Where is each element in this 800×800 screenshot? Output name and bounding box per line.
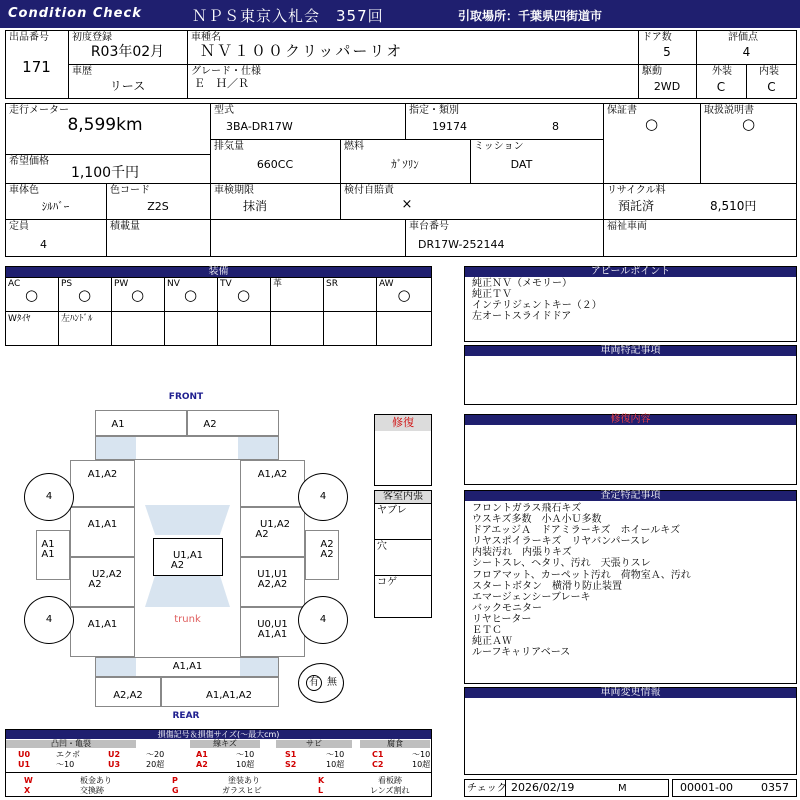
- legend-title: 損傷記号＆損傷サイズ(～最大cm): [6, 730, 431, 739]
- legend-l-desc: レンズ割れ: [370, 786, 410, 795]
- cert-value-2: 8: [552, 120, 559, 133]
- front-left-door: [70, 507, 135, 557]
- lot-number: 171: [22, 58, 51, 76]
- rl-door-damage-1: U2,A2: [91, 569, 123, 580]
- chassis-value: DR17W-252144: [418, 238, 505, 251]
- special-notes-title: 車両特記事項: [465, 346, 796, 356]
- grade-value: 4: [742, 45, 751, 59]
- legend-a1-code: A1: [196, 750, 208, 759]
- seats-value: 4: [40, 238, 47, 251]
- disp-value: 660CC: [256, 158, 294, 171]
- cabin-title: 客室内張: [375, 491, 431, 503]
- legend-w-desc: 板金あり: [80, 776, 112, 785]
- spare-yes-mark: 有: [306, 675, 322, 691]
- change-info-title: 車両変更情報: [465, 688, 796, 698]
- fuel-value: ｶﾞｿﾘﾝ: [391, 158, 419, 171]
- rear-right-damage: A1,A1,A2: [206, 690, 252, 701]
- legend-a2-code: A2: [196, 760, 208, 769]
- warranty-label: 保証書: [607, 105, 637, 116]
- repair-title: 修復: [375, 415, 431, 431]
- grade-label: 評価点: [728, 32, 758, 43]
- eq-sr-label: SR: [326, 279, 338, 289]
- check-label: チェック: [467, 783, 507, 794]
- eq-nv-label: NV: [167, 279, 180, 289]
- legend-c1-code: C1: [372, 750, 384, 759]
- drive-value: 2WD: [653, 80, 681, 93]
- eq-lefthandle-label: 左ﾊﾝﾄﾞﾙ: [61, 314, 93, 324]
- legend-s2-desc: 10超: [326, 760, 345, 769]
- inspection-notes-title: 査定特記事項: [465, 491, 796, 501]
- legend-u3-desc: 20超: [146, 760, 165, 769]
- eq-aw-label: AW: [379, 279, 394, 289]
- legend-g-code: G: [172, 786, 179, 795]
- int-value: C: [767, 80, 776, 94]
- legend-u2-desc: ～20: [146, 750, 165, 759]
- legend-k-desc: 看板跡: [378, 776, 402, 785]
- rear-left-fender: [70, 607, 135, 657]
- front-label: FRONT: [168, 392, 204, 402]
- doors-label: ドア数: [642, 32, 672, 43]
- mission-label: ミッション: [474, 141, 524, 152]
- footer-code: 00001-00: [680, 781, 733, 794]
- roof-damage-1: U1,A1: [172, 550, 204, 561]
- legend-u0-desc: エクボ: [56, 750, 80, 759]
- check-mark: M: [618, 783, 627, 794]
- legend-w-code: W: [24, 776, 33, 785]
- rear-left-damage: A2,A2: [113, 690, 143, 701]
- legend-s1-code: S1: [285, 750, 297, 759]
- spec-label: グレード・仕様: [191, 66, 261, 77]
- footer-number: 0357: [761, 781, 789, 794]
- seats-label: 定員: [9, 221, 29, 232]
- liab-value: ×: [401, 197, 413, 212]
- legend-s2-code: S2: [285, 760, 297, 769]
- rr-fender-damage-2: A1,A1: [257, 629, 288, 640]
- legend-group-dent: 凸凹・亀裂: [6, 740, 136, 748]
- price-value: 1,100千円: [70, 165, 140, 181]
- eq-aw-mark: ○: [397, 286, 411, 304]
- inspect-label: 車検期限: [214, 185, 254, 196]
- rr-door-damage-2: A2,A2: [257, 579, 288, 590]
- cabin-burn-label: コゲ: [377, 577, 397, 588]
- front-left-fender: [70, 460, 135, 507]
- spec-value: Ｅ Ｈ／Ｒ: [194, 77, 249, 90]
- repair-detail-title: 修復内容: [465, 415, 796, 425]
- code-value: Z2S: [147, 200, 169, 213]
- reg-label: 初度登録: [72, 32, 112, 43]
- fuel-label: 燃料: [344, 141, 364, 152]
- roof-damage-2: A2: [170, 560, 185, 571]
- rear-gate-damage: A1,A1: [172, 661, 203, 672]
- front-left-damage: A1: [111, 419, 125, 430]
- mission-value: DAT: [510, 158, 533, 171]
- chassis-label: 車台番号: [409, 221, 449, 232]
- equipment-box: [5, 266, 432, 346]
- rl-fender-damage: A1,A1: [87, 619, 118, 630]
- legend-a1-desc: ～10: [236, 750, 255, 759]
- legend-a2-desc: 10超: [236, 760, 255, 769]
- legend-group-corrosion: 腐食: [360, 740, 430, 748]
- legend-s1-desc: ～10: [326, 750, 345, 759]
- rr-fender-damage-1: U0,U1: [257, 619, 288, 630]
- legend-u3-code: U3: [108, 760, 121, 769]
- legend-g-desc: ガラスヒビ: [222, 786, 262, 795]
- manual-label: 取扱説明書: [704, 105, 754, 116]
- model-label: 型式: [214, 105, 234, 116]
- liab-label: 検付自賠責: [344, 185, 394, 196]
- appeal-text: 純正ＮＶ（メモリー） 純正ＴＶ インテリジェントキー（２） 左オートスライドドア: [472, 278, 602, 323]
- reg-date: R03年02月: [90, 44, 165, 60]
- fr-door-damage-2: A2: [255, 529, 269, 540]
- appeal-title: アピールポイント: [465, 267, 796, 277]
- disp-label: 排気量: [214, 141, 244, 152]
- tire-fl-value: 4: [45, 491, 53, 502]
- front-right-fender: [240, 460, 305, 507]
- legend-p-desc: 塗装あり: [228, 776, 260, 785]
- inspect-value: 抹消: [242, 199, 267, 213]
- recycle-amount: 8,510円: [710, 199, 757, 213]
- eq-ac-mark: ○: [24, 286, 39, 304]
- legend-c1-desc: ～10: [412, 750, 431, 759]
- model-value: 3BA-DR17W: [226, 120, 293, 133]
- fl-door-damage: A1,A1: [87, 519, 118, 530]
- pickup-location: 引取場所：千葉県四街道市: [458, 9, 603, 23]
- eq-pw-label: PW: [114, 279, 129, 289]
- cabin-hole-label: 穴: [377, 541, 387, 552]
- load-label: 積載量: [110, 221, 140, 232]
- legend-c2-code: C2: [372, 760, 384, 769]
- change-info-box: [464, 687, 797, 775]
- eq-leather-label: 革: [273, 279, 283, 289]
- manual-value: ○: [741, 115, 756, 133]
- inspection-notes-text: フロントガラス飛石キズ ウスキズ多数 小Ａ小Ｕ多数 ドアエッジＡ ドアミラーキズ ホイールキズ リヤスポイラーキズ リヤバンパースレ 内装汚れ 内張りキズ シートスレ、ヘタリ、汚れ 天張りスレ フロアマット、カーペット汚れ 荷物室Ａ、汚れ スタートボタン 横滑り防止装置 エマージェンシーブレーキ バックモニター リヤヒーター ＥＴＣ 純正ＡＷ ルーフキャリアベース: [472, 503, 691, 659]
- doors-value: 5: [663, 45, 671, 59]
- color-label: 車体色: [9, 185, 39, 196]
- eq-ac-label: AC: [8, 279, 21, 289]
- eq-ps-label: PS: [61, 279, 73, 289]
- lot-label: 出品番号: [9, 32, 49, 43]
- legend-group-rust: サビ: [276, 740, 352, 748]
- cert-value-1: 19174: [432, 120, 467, 133]
- welfare-label: 福祉車両: [607, 221, 647, 232]
- front-right-damage: A2: [203, 419, 217, 430]
- eq-wtire-label: Wﾀｲﾔ: [8, 314, 31, 324]
- rear-label: REAR: [172, 711, 200, 721]
- int-label: 内装: [759, 66, 779, 77]
- legend-k-code: K: [318, 776, 325, 785]
- name-label: 車種名: [191, 32, 221, 43]
- eq-ps-mark: ○: [77, 286, 92, 304]
- equipment-title: 装備: [6, 267, 431, 277]
- legend-u1-desc: ～10: [56, 760, 75, 769]
- tire-fr-value: 4: [319, 491, 327, 502]
- code-label: 色コード: [110, 185, 150, 196]
- color-value: ｼﾙﾊﾞｰ: [41, 200, 70, 213]
- rr-door-damage-1: U1,U1: [257, 569, 288, 580]
- tire-rr-value: 4: [319, 614, 327, 625]
- legend-u0-code: U0: [18, 750, 31, 759]
- auction-title: ＮＰＳ東京入札会 357回: [192, 7, 384, 25]
- legend-l-code: L: [318, 786, 324, 795]
- legend-u1-code: U1: [18, 760, 31, 769]
- cert-label: 指定・類別: [409, 105, 459, 116]
- legend-x-desc: 交換跡: [80, 786, 104, 795]
- legend-u2-code: U2: [108, 750, 121, 759]
- legend-p-code: P: [172, 776, 178, 785]
- left-pillar-damage: A1 A1: [41, 539, 55, 560]
- eq-nv-mark: ○: [183, 286, 198, 304]
- cabin-tear-label: ヤブレ: [377, 505, 407, 516]
- brand-title: Condition Check: [8, 6, 142, 21]
- recycle-label: リサイクル料: [607, 185, 666, 196]
- legend-x-code: X: [24, 786, 31, 795]
- spare-no-label: 無: [327, 677, 337, 688]
- right-pillar-damage: A2 A2: [320, 539, 334, 560]
- check-date: 2026/02/19: [511, 781, 575, 794]
- eq-tv-mark: ○: [236, 286, 251, 304]
- warranty-value: ○: [644, 115, 659, 133]
- tire-rl-value: 4: [45, 614, 53, 625]
- history-label: 車歴: [72, 66, 92, 77]
- fl-fender-damage: A1,A2: [87, 469, 118, 480]
- trunk-label: trunk: [174, 614, 201, 625]
- eq-pw-mark: ○: [130, 286, 145, 304]
- fr-door-damage-1: U1,A2: [259, 519, 291, 530]
- legend-c2-desc: 10超: [412, 760, 431, 769]
- legend-group-scratch: 線キズ: [190, 740, 260, 748]
- fr-fender-damage: A1,A2: [257, 469, 288, 480]
- recycle-status: 預託済: [618, 199, 655, 213]
- mileage-label: 走行メーター: [9, 105, 69, 116]
- car-name: ＮＶ１００クリッパーリオ: [200, 42, 404, 60]
- ext-value: C: [716, 80, 726, 94]
- ext-label: 外装: [712, 66, 732, 77]
- rl-door-damage-2: A2: [88, 579, 102, 590]
- mileage-value: 8,599km: [67, 115, 143, 135]
- history-value: リース: [109, 79, 146, 93]
- header-bar: [0, 0, 800, 28]
- drive-label: 駆動: [642, 66, 662, 77]
- eq-tv-label: TV: [220, 279, 232, 289]
- price-label: 希望価格: [9, 156, 49, 167]
